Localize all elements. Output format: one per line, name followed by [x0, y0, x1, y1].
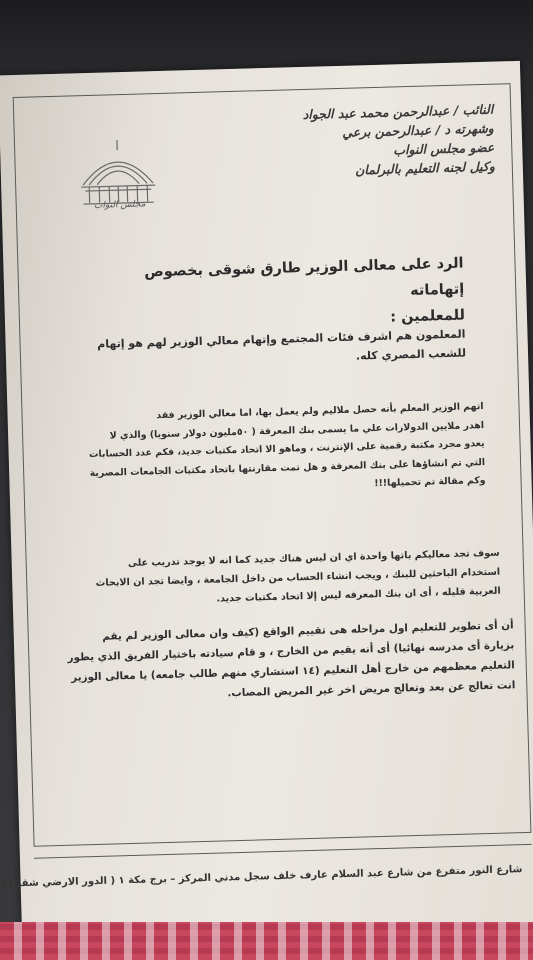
mp-title: عضو مجلس النواب [393, 139, 495, 158]
paragraph-2-line-3: يعدو مجرد مكتبة رقمية على الإنترنت ، وماهو الا اتحاد مكتبات جديد، فكم عدد الحسابات [88, 438, 485, 461]
paragraph-1-line-2: للشعب المصري كله. [355, 346, 467, 363]
paragraph-4-line-1: أن أى تطوير للتعليم اول مراحله هى تقييم الواقع (كيف وان معالى الوزير لم يقم [102, 619, 514, 643]
paragraph-4-line-4: انت تعالج عن بعد وتعالج مريض اخر غير المريض المصاب. [227, 679, 516, 700]
paragraph-2-line-4: التي تم انشاؤها على بنك المعرفة و هل تمت مقارنتها باتحاد مكتبات الجامعات المصرية [89, 456, 486, 479]
paragraph-1-line-1: المعلمون هم اشرف فئات المجتمع وإتهام معالي الوزير لهم هو إتهام [96, 327, 466, 351]
paragraph-2-line-2: اهدر ملايين الدولارات علي ما يسمى بنك المعرفة ( ٥٠مليون دولار سنويا) والذي لا [109, 419, 485, 441]
paragraph-3-line-3: العربية قليله ، أى ان بنك المعرفه ليس إلا اتحاد مكتبات جديد. [216, 585, 501, 605]
letterhead-text [193, 100, 495, 184]
title-line-1: الرد على معالى الوزير طارق شوقى بخصوص إتهاماته [143, 255, 465, 300]
paragraph-4-line-2: بزيارة أى مدرسه نهائيا) أى أنه يقيم من الخارج ، و قام سيادته باختيار الفريق الذي يطور [67, 639, 515, 664]
background-fabric [0, 922, 533, 960]
paragraph-2-line-1: اتهم الوزير المعلم بأنه حصل ملاليم ولم يعمل بها، اما معالي الوزير فقد [156, 401, 484, 422]
paragraph-4 [54, 615, 516, 708]
mp-name: النائب / عبدالرحمن محمد عبد الجواد [302, 101, 494, 122]
emblem-caption: مجلس النواب [93, 199, 146, 211]
footer-divider [34, 844, 532, 859]
letter-paper [0, 61, 533, 937]
mp-committee: وكيل لجنه التعليم بالبرلمان [354, 158, 496, 178]
paragraph-3-line-2: استخدام الباحثين للبنك ، ويجب انشاء الحساب من داخل الجامعة ، وايضا تجد ان الابحاث [95, 566, 501, 589]
footer-address: شارع النور متفرع من شارع عبد السلام عارف خلف سجل مدني المركز – برج مكة ١ ( الدور الارضي شقة ٦) [1, 864, 523, 890]
paragraph-3-line-1: سوف تجد معاليكم باتها واحدة اي ان ليس هناك جديد كما انه لا يوجد تدريب على [127, 547, 500, 570]
paragraph-4-line-3: التعليم معظمهم من خارج أهل التعليم (١٤ استشاري منهم طالب جامعه) يا معالى الوزير [71, 659, 515, 684]
title-line-2: للمعلمين : [390, 307, 466, 326]
mp-nickname: وشهرته د / عبدالرحمن برعي [341, 120, 494, 140]
paragraph-2 [63, 398, 485, 502]
paragraph-2-line-5: وكم مقالة تم تحميلها!!! [374, 475, 486, 490]
